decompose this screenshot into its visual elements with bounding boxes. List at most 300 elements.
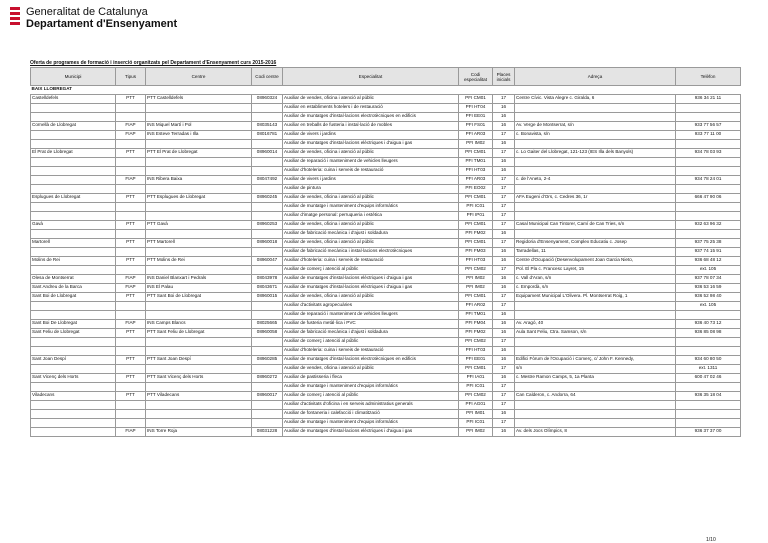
cell-tipus xyxy=(116,401,146,410)
table-row xyxy=(31,149,741,158)
cell-centre xyxy=(146,158,252,167)
cell-especialitat: Auxiliar de pastisseria i fleca xyxy=(283,374,459,383)
cell-codi-esp: PFI EE01 xyxy=(459,113,493,122)
cell-tipus: PTT xyxy=(116,374,146,383)
cell-codi xyxy=(252,158,283,167)
cell-tipus xyxy=(116,365,146,374)
cell-codi xyxy=(252,140,283,149)
cell-centre xyxy=(146,311,252,320)
table-row xyxy=(31,140,741,149)
cell-telefon: 933 77 56 57 xyxy=(676,122,741,131)
cell-especialitat: Auxiliar de reparació i manteniment de vehicles lleugers xyxy=(283,311,459,320)
cell-codi-esp: PFI IP01 xyxy=(459,212,493,221)
cell-places: 17 xyxy=(493,365,515,374)
cell-telefon: 936 85 08 98 xyxy=(676,329,741,338)
cell-codi-esp: PFI IC01 xyxy=(459,419,493,428)
cell-codi xyxy=(252,365,283,374)
cell-adreca: Regidoria d'Ensenyament, Complex Educatiu c. Josep xyxy=(515,239,676,248)
cell-municipi xyxy=(31,158,116,167)
cell-telefon xyxy=(676,230,741,239)
cell-especialitat: Auxiliar de muntatges d'instal·lacions elèctriques i d'aigua i gas xyxy=(283,284,459,293)
cell-places: 17 xyxy=(493,266,515,275)
cell-municipi: Olesa de Montserrat xyxy=(31,275,116,284)
cell-tipus xyxy=(116,104,146,113)
cell-adreca xyxy=(515,401,676,410)
cell-codi xyxy=(252,419,283,428)
table-row xyxy=(31,104,741,113)
cell-municipi: Martorell xyxy=(31,239,116,248)
cell-adreca: Casal Municipal Can Tintorer, Camí de Can Tries, s/n xyxy=(515,221,676,230)
cell-especialitat: Auxiliar de muntatges d'instal·lacions elèctriques i d'aigua i gas xyxy=(283,140,459,149)
cell-codi xyxy=(252,167,283,176)
cell-places: 17 xyxy=(493,401,515,410)
cell-telefon: 937 78 07 34 xyxy=(676,275,741,284)
cell-adreca: Av. Aragó, 40 xyxy=(515,320,676,329)
cell-places: 17 xyxy=(493,239,515,248)
cell-centre: PTT Gavà xyxy=(146,221,252,230)
cell-codi-esp: PFI AR03 xyxy=(459,131,493,140)
cell-centre xyxy=(146,113,252,122)
cell-adreca: Edifici Fòrum de l'Ocupació i Comerç, c/ John F. Kennedy, xyxy=(515,356,676,365)
cell-tipus: PTT xyxy=(116,329,146,338)
cell-centre: PTT Castelldefels xyxy=(146,95,252,104)
cell-places: 17 xyxy=(493,185,515,194)
cell-municipi xyxy=(31,248,116,257)
cell-codi-esp: PFI FS01 xyxy=(459,122,493,131)
cell-codi: 08031228 xyxy=(252,428,283,437)
cell-municipi xyxy=(31,428,116,437)
generalitat-logo xyxy=(10,6,200,32)
cell-centre xyxy=(146,383,252,392)
table-row xyxy=(31,167,741,176)
cell-adreca xyxy=(515,104,676,113)
cell-telefon: 934 78 24 01 xyxy=(676,176,741,185)
cell-codi-esp: PFI IM02 xyxy=(459,284,493,293)
cell-municipi: Sant Boi De Llobregat xyxy=(31,320,116,329)
cell-places: 17 xyxy=(493,131,515,140)
cell-centre: PTT Viladecans xyxy=(146,392,252,401)
cell-tipus: PTT xyxy=(116,221,146,230)
table-row xyxy=(31,374,741,383)
cell-municipi: Sant Boi de Llobregat xyxy=(31,293,116,302)
cell-especialitat: Auxiliar de muntatge i manteniment d'equips informàtics xyxy=(283,383,459,392)
cell-codi-esp: PFI AR03 xyxy=(459,176,493,185)
cell-centre xyxy=(146,212,252,221)
cell-adreca xyxy=(515,167,676,176)
cell-especialitat: Auxiliar de muntatges d'instal·lacions electrotècniques en edificis xyxy=(283,356,459,365)
table-row xyxy=(31,329,741,338)
cell-tipus: FIAP xyxy=(116,275,146,284)
senyera-icon xyxy=(10,7,20,29)
cell-municipi xyxy=(31,419,116,428)
cell-codi-esp: PFI HT04 xyxy=(459,104,493,113)
cell-places: 16 xyxy=(493,320,515,329)
cell-codi-esp: PFI TM01 xyxy=(459,158,493,167)
cell-places: 16 xyxy=(493,248,515,257)
cell-especialitat: Auxiliar de vendes, oficina i atenció al públic xyxy=(283,95,459,104)
cell-places: 17 xyxy=(493,149,515,158)
table-row xyxy=(31,419,741,428)
cell-places: 17 xyxy=(493,338,515,347)
cell-tipus: PTT xyxy=(116,257,146,266)
cell-codi xyxy=(252,383,283,392)
cell-codi-esp: PFI EE01 xyxy=(459,356,493,365)
cell-telefon xyxy=(676,203,741,212)
cell-codi-esp: PFI IA01 xyxy=(459,374,493,383)
cell-especialitat: Auxiliar en establiments hotelers i de restauració xyxy=(283,104,459,113)
cell-especialitat: Auxiliar de vendes, oficina i atenció al públic xyxy=(283,239,459,248)
cell-municipi: Sant Vicenç dels Horts xyxy=(31,374,116,383)
cell-telefon xyxy=(676,158,741,167)
cell-especialitat: Auxiliar de vendes, oficina i atenció al públic xyxy=(283,365,459,374)
cell-centre: INS Torre Roja xyxy=(146,428,252,437)
cell-codi-esp: PFI FM04 xyxy=(459,320,493,329)
page-number: 1/10 xyxy=(706,537,716,543)
cell-tipus: PTT xyxy=(116,356,146,365)
table-row xyxy=(31,338,741,347)
cell-municipi: Sant Joan Despí xyxy=(31,356,116,365)
cell-centre: PTT Sant Feliu de Llobregat xyxy=(146,329,252,338)
cell-codi: 08960058 xyxy=(252,329,283,338)
header-codi-especialitat: Codi especialitat xyxy=(459,68,493,86)
table-row xyxy=(31,266,741,275)
cell-municipi xyxy=(31,212,116,221)
cell-codi-esp: PFI IC01 xyxy=(459,383,493,392)
cell-places: 17 xyxy=(493,95,515,104)
cell-places: 17 xyxy=(493,221,515,230)
cell-codi: 08960015 xyxy=(252,293,283,302)
cell-centre: INS Esteve Terradas i Illa xyxy=(146,131,252,140)
header-codi-centre: Codi centre xyxy=(252,68,283,86)
cell-places: 17 xyxy=(493,212,515,221)
table-row xyxy=(31,302,741,311)
cell-especialitat: Auxiliar de vivers i jardins xyxy=(283,131,459,140)
cell-centre: PTT Martorell xyxy=(146,239,252,248)
cell-codi xyxy=(252,302,283,311)
cell-codi xyxy=(252,410,283,419)
cell-telefon: 932 63 96 32 xyxy=(676,221,741,230)
cell-especialitat: Auxiliar de muntatges d'instal·lacions elèctriques i d'aigua i gas xyxy=(283,275,459,284)
table-row xyxy=(31,185,741,194)
cell-adreca: s/n xyxy=(515,365,676,374)
cell-tipus: FIAP xyxy=(116,122,146,131)
cell-tipus xyxy=(116,113,146,122)
cell-centre xyxy=(146,140,252,149)
cell-codi-esp: PFI CM01 xyxy=(459,221,493,230)
cell-municipi: Cornellà de Llobregat xyxy=(31,122,116,131)
cell-places: 16 xyxy=(493,275,515,284)
cell-centre: PTT Esplugues de Llobregat xyxy=(146,194,252,203)
cell-municipi: Gavà xyxy=(31,221,116,230)
cell-telefon: 937 74 15 91 xyxy=(676,248,741,257)
cell-municipi xyxy=(31,410,116,419)
cell-places: 16 xyxy=(493,329,515,338)
cell-places: 17 xyxy=(493,194,515,203)
cell-tipus xyxy=(116,266,146,275)
cell-especialitat: Auxiliar de vendes, oficina i atenció al públic xyxy=(283,194,459,203)
header-municipi: Municipi xyxy=(31,68,116,86)
cell-adreca xyxy=(515,419,676,428)
cell-places: 16 xyxy=(493,140,515,149)
org-name: Generalitat de Catalunya xyxy=(26,6,148,18)
cell-tipus: PTT xyxy=(116,293,146,302)
cell-places: 16 xyxy=(493,113,515,122)
cell-especialitat: Auxiliar de muntatges d'instal·lacions elèctriques i d'aigua i gas xyxy=(283,428,459,437)
cell-adreca xyxy=(515,383,676,392)
cell-telefon xyxy=(676,338,741,347)
cell-adreca xyxy=(515,410,676,419)
cell-municipi xyxy=(31,401,116,410)
cell-codi-esp: PFI FM03 xyxy=(459,248,493,257)
cell-centre: INS Camps Blancs xyxy=(146,320,252,329)
cell-especialitat: Auxiliar de fabricació mecànica i instal·lacions electrotècniques xyxy=(283,248,459,257)
cell-codi-esp: PFI IC01 xyxy=(459,203,493,212)
cell-especialitat: Auxiliar de fusteria metàl·lica i PVC xyxy=(283,320,459,329)
document-title: Oferta de programes de formació i inserció organitzats pel Departament d'Ensenyament curs 2015-2016 xyxy=(30,60,277,66)
cell-especialitat: Auxiliar de vendes, oficina i atenció al públic xyxy=(283,293,459,302)
cell-municipi: El Prat de Llobregat xyxy=(31,149,116,158)
cell-municipi: Esplugues de Llobregat xyxy=(31,194,116,203)
cell-codi-esp: PFI IM01 xyxy=(459,410,493,419)
department-name: Departament d'Ensenyament xyxy=(26,18,178,30)
table-row xyxy=(31,320,741,329)
cell-adreca xyxy=(515,230,676,239)
cell-codi-esp: PFI IM02 xyxy=(459,428,493,437)
cell-centre xyxy=(146,104,252,113)
cell-adreca: Centre d'Ocupació (Desenvolupament Joan Garcia Nieto, xyxy=(515,257,676,266)
cell-centre xyxy=(146,347,252,356)
table-row xyxy=(31,176,741,185)
cell-centre xyxy=(146,167,252,176)
cell-codi xyxy=(252,212,283,221)
cell-places: 16 xyxy=(493,257,515,266)
cell-telefon xyxy=(676,401,741,410)
cell-centre xyxy=(146,203,252,212)
table-row xyxy=(31,365,741,374)
table-row xyxy=(31,428,741,437)
cell-codi-esp: PFI AR02 xyxy=(459,302,493,311)
cell-centre xyxy=(146,266,252,275)
cell-tipus xyxy=(116,383,146,392)
table-row xyxy=(31,113,741,122)
cell-telefon: 936 52 98 40 xyxy=(676,293,741,302)
cell-codi: 08043978 xyxy=(252,275,283,284)
cell-especialitat: Auxiliar d'hoteleria: cuina i serveis de restauració xyxy=(283,167,459,176)
cell-centre: PTT Sant Vicenç dels Horts xyxy=(146,374,252,383)
table-row xyxy=(31,347,741,356)
cell-telefon: 936 53 16 59 xyxy=(676,284,741,293)
cell-especialitat: Auxiliar d'activitats agropecuàries xyxy=(283,302,459,311)
cell-centre xyxy=(146,302,252,311)
cell-centre: INS Miquel Martí i Pol xyxy=(146,122,252,131)
cell-codi-esp: PFI FM02 xyxy=(459,329,493,338)
table-header-row xyxy=(31,68,741,86)
cell-telefon xyxy=(676,104,741,113)
cell-tipus: PTT xyxy=(116,149,146,158)
table-row xyxy=(31,122,741,131)
cell-places: 16 xyxy=(493,167,515,176)
table-row xyxy=(31,95,741,104)
cell-codi-esp: PFI CM01 xyxy=(459,293,493,302)
cell-tipus xyxy=(116,185,146,194)
cell-places: 16 xyxy=(493,410,515,419)
cell-municipi: Sant Feliu de Llobregat xyxy=(31,329,116,338)
cell-places: 17 xyxy=(493,419,515,428)
header-tipus: Tipus xyxy=(116,68,146,86)
cell-especialitat: Auxiliar de fabricació mecànica i d'ajust i soldadura xyxy=(283,329,459,338)
cell-especialitat: Auxiliar de muntatge i manteniment d'equips informàtics xyxy=(283,203,459,212)
region-label: BAIX LLOBREGAT xyxy=(31,86,741,95)
cell-adreca: Equipament Municipal L'Olivera. Pl. Montserrat Roig, 1 xyxy=(515,293,676,302)
cell-especialitat: Auxiliar d'imatge personal: perruqueria i estètica xyxy=(283,212,459,221)
cell-tipus: PTT xyxy=(116,95,146,104)
cell-places: 17 xyxy=(493,392,515,401)
cell-codi-esp: PFI CM01 xyxy=(459,239,493,248)
cell-municipi xyxy=(31,104,116,113)
cell-codi-esp: PFI CM01 xyxy=(459,365,493,374)
cell-places: 16 xyxy=(493,284,515,293)
cell-telefon xyxy=(676,347,741,356)
cell-centre xyxy=(146,338,252,347)
cell-places: 17 xyxy=(493,383,515,392)
cell-municipi xyxy=(31,131,116,140)
cell-telefon: 936 35 18 04 xyxy=(676,392,741,401)
cell-codi xyxy=(252,203,283,212)
cell-especialitat: Auxiliar d'hoteleria: cuina i serveis de restauració xyxy=(283,347,459,356)
cell-places: 16 xyxy=(493,230,515,239)
cell-codi: 08035143 xyxy=(252,122,283,131)
cell-municipi xyxy=(31,176,116,185)
cell-tipus xyxy=(116,338,146,347)
cell-telefon xyxy=(676,410,741,419)
cell-places: 16 xyxy=(493,428,515,437)
cell-tipus xyxy=(116,347,146,356)
table-row xyxy=(31,401,741,410)
cell-tipus xyxy=(116,212,146,221)
cell-telefon xyxy=(676,311,741,320)
cell-municipi: Viladecans xyxy=(31,392,116,401)
header-places: Places inicials xyxy=(493,68,515,86)
cell-codi-esp: PFI HT03 xyxy=(459,257,493,266)
cell-centre: PTT Sant Joan Despí xyxy=(146,356,252,365)
cell-codi: 08960017 xyxy=(252,392,283,401)
cell-especialitat: Auxiliar de fabricació mecànica i d'ajust i soldadura xyxy=(283,230,459,239)
cell-codi xyxy=(252,401,283,410)
cell-adreca: Tarradellas, 11 xyxy=(515,248,676,257)
cell-municipi xyxy=(31,347,116,356)
cell-tipus xyxy=(116,158,146,167)
cell-tipus xyxy=(116,203,146,212)
cell-codi-esp: PFI CM02 xyxy=(459,338,493,347)
cell-places: 17 xyxy=(493,176,515,185)
cell-tipus xyxy=(116,167,146,176)
cell-centre xyxy=(146,365,252,374)
cell-adreca: c. Vall d'Aran, s/n xyxy=(515,275,676,284)
cell-codi-esp: PFI IM02 xyxy=(459,140,493,149)
cell-especialitat: Auxiliar de vendes, oficina i atenció al públic xyxy=(283,221,459,230)
cell-adreca: Av. Verge de Montserrat, s/n xyxy=(515,122,676,131)
cell-telefon: ext. 105 xyxy=(676,266,741,275)
header-adreca: Adreça xyxy=(515,68,676,86)
table-row xyxy=(31,158,741,167)
cell-places: 16 xyxy=(493,356,515,365)
cell-tipus xyxy=(116,140,146,149)
cell-telefon xyxy=(676,113,741,122)
cell-adreca: Aula Sant Feliu, Ctra. Samson, s/n xyxy=(515,329,676,338)
cell-municipi xyxy=(31,113,116,122)
cell-tipus: PTT xyxy=(116,392,146,401)
cell-adreca xyxy=(515,113,676,122)
cell-tipus xyxy=(116,419,146,428)
cell-especialitat: Auxiliar de muntatge i manteniment d'equips informàtics xyxy=(283,419,459,428)
cell-municipi xyxy=(31,203,116,212)
table-row xyxy=(31,284,741,293)
cell-telefon: 937 75 25 38 xyxy=(676,239,741,248)
cell-codi xyxy=(252,338,283,347)
cell-codi xyxy=(252,185,283,194)
cell-especialitat: Auxiliar de comerç i atenció al públic xyxy=(283,266,459,275)
cell-codi xyxy=(252,113,283,122)
cell-tipus xyxy=(116,410,146,419)
cell-municipi xyxy=(31,383,116,392)
cell-codi-esp: PFI TM01 xyxy=(459,311,493,320)
cell-tipus: FIAP xyxy=(116,284,146,293)
cell-codi: 08960272 xyxy=(252,374,283,383)
cell-places: 16 xyxy=(493,158,515,167)
cell-centre: INS El Palau xyxy=(146,284,252,293)
cell-centre: PTT El Prat de Llobregat xyxy=(146,149,252,158)
cell-especialitat: Auxiliar de vendes, oficina i atenció al públic xyxy=(283,149,459,158)
cell-adreca xyxy=(515,203,676,212)
cell-telefon xyxy=(676,212,741,221)
cell-tipus xyxy=(116,230,146,239)
cell-telefon: ext. 105 xyxy=(676,302,741,311)
cell-adreca: c. Lo Gaiter del Llobregat, 121-123 (IES Illa dels Banyols) xyxy=(515,149,676,158)
cell-codi xyxy=(252,248,283,257)
cell-telefon: 666 47 90 06 xyxy=(676,194,741,203)
cell-telefon xyxy=(676,167,741,176)
cell-codi: 08960285 xyxy=(252,356,283,365)
cell-codi-esp: PFI CM02 xyxy=(459,392,493,401)
table-row xyxy=(31,410,741,419)
cell-tipus: FIAP xyxy=(116,131,146,140)
cell-municipi xyxy=(31,230,116,239)
cell-codi: 08047492 xyxy=(252,176,283,185)
header-centre: Centre xyxy=(146,68,252,86)
table-row xyxy=(31,383,741,392)
cell-municipi: Molins de Rei xyxy=(31,257,116,266)
table-row xyxy=(31,311,741,320)
cell-adreca xyxy=(515,311,676,320)
cell-codi-esp: PFI IM02 xyxy=(459,275,493,284)
cell-especialitat: Auxiliar de vivers i jardins xyxy=(283,176,459,185)
cell-adreca: c. Empordà, s/n xyxy=(515,284,676,293)
cell-municipi xyxy=(31,311,116,320)
cell-codi: 08960014 xyxy=(252,149,283,158)
cell-municipi xyxy=(31,185,116,194)
header-especialitat: Especialitat xyxy=(283,68,459,86)
cell-telefon: 936 68 48 12 xyxy=(676,257,741,266)
cell-especialitat: Auxiliar de reparació i manteniment de vehicles lleugers xyxy=(283,158,459,167)
cell-codi-esp: PFI CM01 xyxy=(459,95,493,104)
cell-municipi xyxy=(31,167,116,176)
cell-codi-esp: PFI AG01 xyxy=(459,401,493,410)
cell-municipi xyxy=(31,266,116,275)
cell-adreca: c. de l'Aneto, 2-4 xyxy=(515,176,676,185)
cell-places: 16 xyxy=(493,104,515,113)
table-row xyxy=(31,275,741,284)
cell-codi: 08016781 xyxy=(252,131,283,140)
